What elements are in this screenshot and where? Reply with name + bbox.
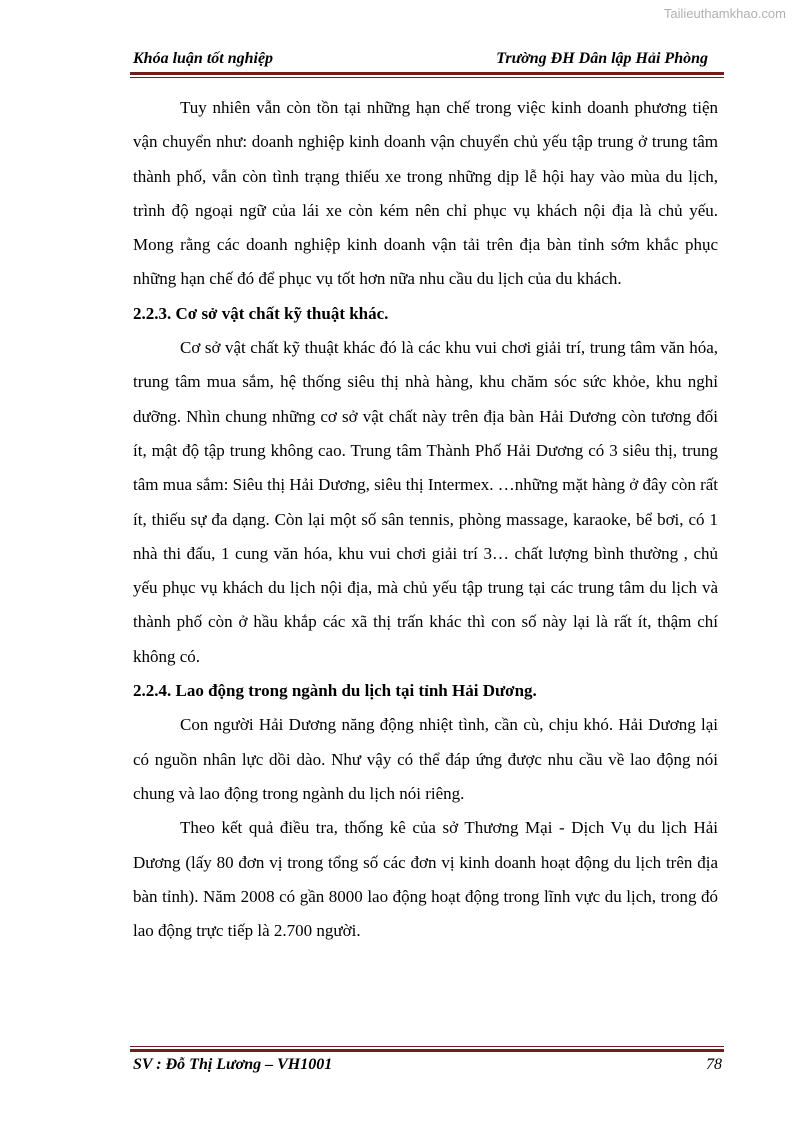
page-body <box>133 91 718 948</box>
watermark-text: Tailieuthamkhao.com <box>663 6 786 21</box>
section-heading-2-2-3: 2.2.3. Cơ sở vật chất kỹ thuật khác. <box>133 303 389 323</box>
page-header <box>133 50 708 68</box>
paragraph-transport-limits: Tuy nhiên vẫn còn tồn tại những hạn chế trong việc kinh doanh phương tiện vận chuyển như: doanh nghiệp kinh doanh vận chuyển chủ yếu tập trung ở trung tâm thành phố, vẫn còn tình trạng thiếu xe trong những dịp lễ hội hay vào mùa du lịch, trình độ ngoại ngữ của lái xe còn kém nên chỉ phục vụ khách nội địa là chủ yếu. Mong rằng các doanh nghiệp kinh doanh vận tải trên địa bàn tỉnh sớm khắc phục những hạn chế đó để phục vụ tốt hơn nữa nhu cầu du lịch của du khách. <box>133 98 718 289</box>
header-thesis-title: Khóa luận tốt nghiệp <box>133 50 274 67</box>
paragraph-facilities: Cơ sở vật chất kỹ thuật khác đó là các khu vui chơi giải trí, trung tâm văn hóa, trung tâm mua sắm, hệ thống siêu thị nhà hàng, khu chăm sóc sức khỏe, khu nghỉ dưỡng. Nhìn chung những cơ sở vật chất này trên địa bàn Hải Dương còn tương đối ít, mật độ tập trung không cao. Trung tâm Thành Phố Hải Dương có 3 siêu thị, trung tâm mua sắm: Siêu thị Hải Dương, siêu thị Intermex. …những mặt hàng ở đây còn rất ít, thiếu sự đa dạng. Còn lại một số sân tennis, phòng massage, karaoke, bể bơi, có 1 nhà thi đấu, 1 cung văn hóa, khu vui chơi giải trí 3… chất lượng bình thường , chủ yếu phục vụ khách du lịch nội địa, mà chủ yếu tập trung tại các trung tâm du lịch và thành phố còn ở hầu khắp các xã thị trấn khác thì con số này lại là rất ít, thậm chí không có. <box>133 338 719 666</box>
header-university: Trường ĐH Dân lập Hải Phòng <box>496 50 708 67</box>
page-number: 78 <box>706 1056 722 1073</box>
section-heading-2-2-4: 2.2.4. Lao động trong ngành du lịch tại tỉnh Hải Dương. <box>133 681 537 701</box>
paragraph-labor-people: Con người Hải Dương năng động nhiệt tình, cần cù, chịu khó. Hải Dương lại có nguồn nhân lực dồi dào. Như vậy có thể đáp ứng được nhu cầu về lao động nói chung và lao động trong ngành du lịch nói riêng. <box>133 715 718 803</box>
paragraph-labor-statistics: Theo kết quả điều tra, thống kê của sở Thương Mại - Dịch Vụ du lịch Hải Dương (lấy 80 đơn vị trong tổng số các đơn vị kinh doanh hoạt động du lịch trên địa bàn tỉnh). Năm 2008 có gần 8000 lao động hoạt động trong lĩnh vực du lịch, trong đó lao động trực tiếp là 2.700 người. <box>133 818 718 941</box>
footer-author: SV : Đỗ Thị Lương – VH1001 <box>133 1056 333 1073</box>
footer-rule <box>130 1046 724 1052</box>
page-footer <box>133 1056 722 1074</box>
header-rule <box>130 72 724 78</box>
